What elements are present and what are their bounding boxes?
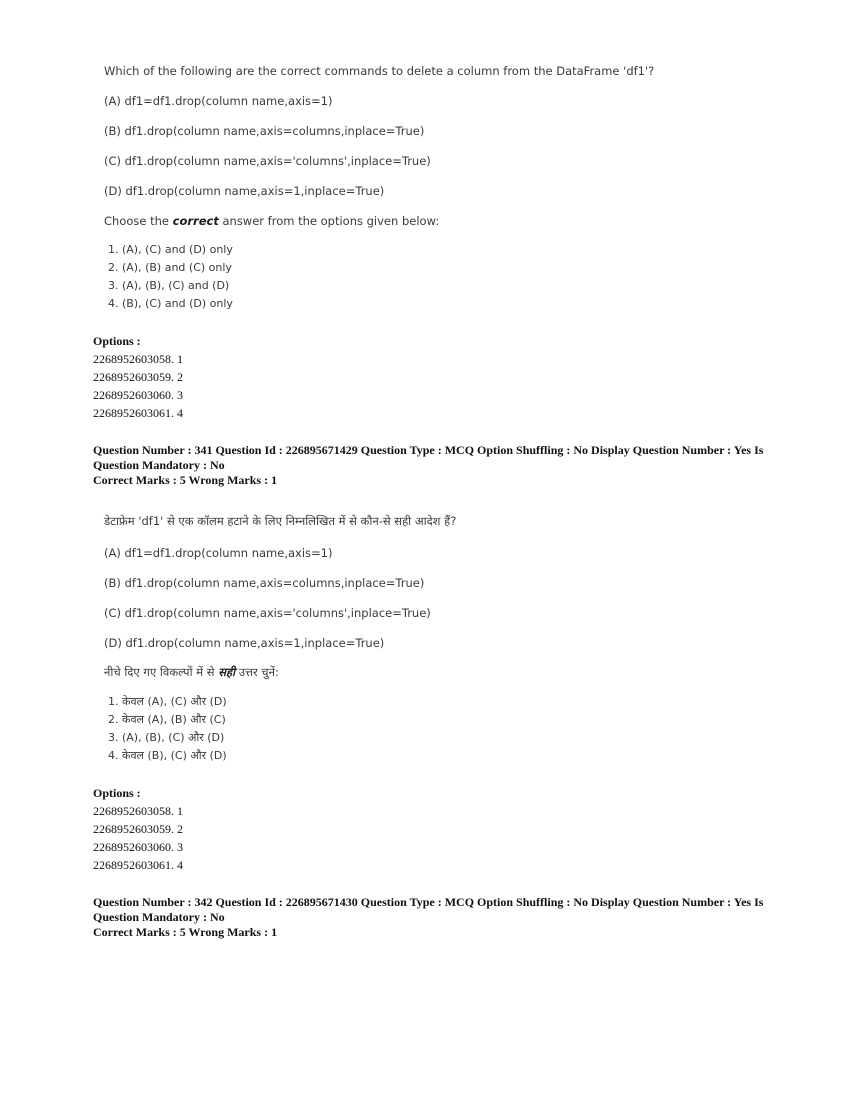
answer-choice-3: 3. (A), (B), (C) और (D): [108, 731, 225, 744]
options-label: Options :: [93, 786, 141, 800]
option-id-3: 2268952603060. 3: [93, 840, 183, 854]
question-meta-line1: Question Number : 342 Question Id : 226895671430 Question Type : MCQ Option Shuffling : No Display Question Number : Yes Is: [93, 895, 764, 909]
statement-b: (B) df1.drop(column name,axis=columns,inplace=True): [104, 576, 425, 590]
statement-d: (D) df1.drop(column name,axis=1,inplace=True): [104, 636, 385, 650]
option-id-4: 2268952603061. 4: [93, 406, 183, 420]
statement-a: (A) df1=df1.drop(column name,axis=1): [104, 94, 333, 108]
option-id-4: 2268952603061. 4: [93, 858, 183, 872]
statement-d: (D) df1.drop(column name,axis=1,inplace=True): [104, 184, 385, 198]
answer-choice-4: 4. केवल (B), (C) और (D): [108, 749, 227, 762]
choose-instruction: नीचे दिए गए विकल्पों में से सही उत्तर चुनें:: [104, 665, 279, 679]
options-label: Options :: [93, 334, 141, 348]
question-stem: Which of the following are the correct commands to delete a column from the DataFrame 'df1'?: [104, 64, 655, 78]
option-id-2: 2268952603059. 2: [93, 370, 183, 384]
question-meta-line2: Question Mandatory : No: [93, 458, 225, 472]
question-meta-line2: Question Mandatory : No: [93, 910, 225, 924]
question-marks: Correct Marks : 5 Wrong Marks : 1: [93, 473, 278, 487]
answer-choice-4: 4. (B), (C) and (D) only: [108, 297, 233, 310]
question-marks: Correct Marks : 5 Wrong Marks : 1: [93, 925, 278, 939]
answer-choice-2: 2. (A), (B) and (C) only: [108, 261, 232, 274]
statement-a: (A) df1=df1.drop(column name,axis=1): [104, 546, 333, 560]
option-id-3: 2268952603060. 3: [93, 388, 183, 402]
choose-instruction: Choose the correct answer from the options given below:: [104, 214, 440, 228]
statement-b: (B) df1.drop(column name,axis=columns,inplace=True): [104, 124, 425, 138]
answer-choice-1: 1. (A), (C) and (D) only: [108, 243, 233, 256]
option-id-2: 2268952603059. 2: [93, 822, 183, 836]
option-id-1: 2268952603058. 1: [93, 352, 183, 366]
answer-choice-2: 2. केवल (A), (B) और (C): [108, 713, 226, 726]
question-stem: डेटाफ्रेम 'df1' से एक कॉलम हटाने के लिए निम्नलिखित में से कौन-से सही आदेश हैं?: [104, 514, 457, 528]
answer-choice-1: 1. केवल (A), (C) और (D): [108, 695, 227, 708]
answer-choice-3: 3. (A), (B), (C) and (D): [108, 279, 230, 292]
question-meta-line1: Question Number : 341 Question Id : 226895671429 Question Type : MCQ Option Shuffling : No Display Question Number : Yes Is: [93, 443, 764, 457]
statement-c: (C) df1.drop(column name,axis='columns',inplace=True): [104, 154, 431, 168]
option-id-1: 2268952603058. 1: [93, 804, 183, 818]
statement-c: (C) df1.drop(column name,axis='columns',inplace=True): [104, 606, 431, 620]
